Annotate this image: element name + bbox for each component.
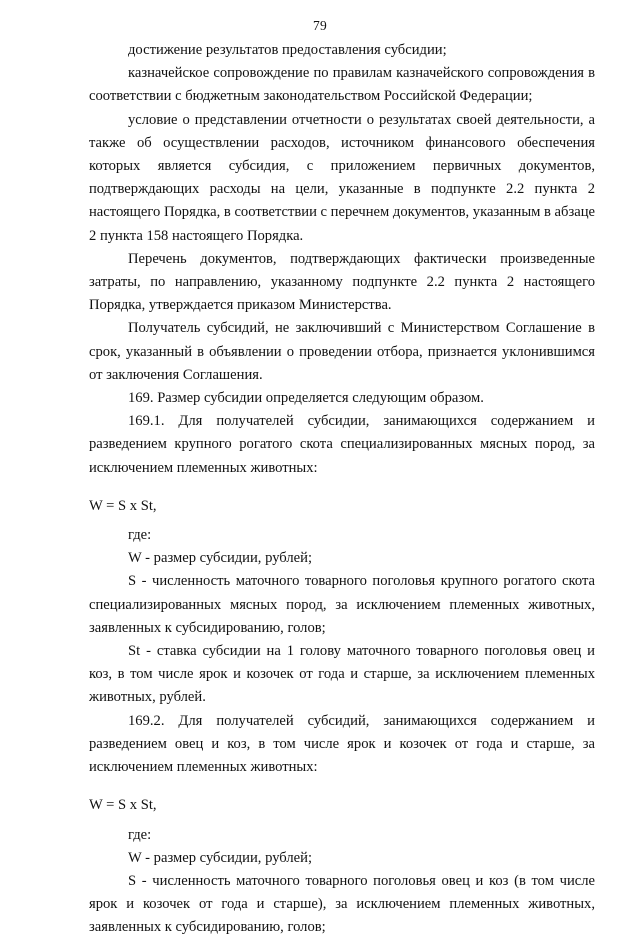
paragraph-documents-list: Перечень документов, подтверждающих фактически произведенные затраты, по направлению, указанному подпункте 2.2 пункта 2 настоящего Порядка, утверждается приказом Министерства. xyxy=(89,250,595,314)
paragraph-treasury-support: казначейское сопровождение по правилам казначейского сопровождения в соответствии с бюджетным законодательством Российской Федерации; xyxy=(89,65,595,105)
definition-s-1: S - численность маточного товарного поголовья крупного рогатого скота специализированных мясных пород, за исключением племенных животных, заявленных к субсидированию, голов; xyxy=(89,573,595,636)
document-body xyxy=(89,39,595,940)
paragraph-results: достижение результатов предоставления субсидии; xyxy=(128,42,447,58)
definition-w-1: W - размер субсидии, рублей; xyxy=(128,550,312,567)
definition-st-1: St - ставка субсидии на 1 голову маточного товарного поголовья овец и коз, в том числе ярок и козочек от года и старше, за исключением племенных животных, рублей. xyxy=(89,643,595,706)
paragraph-reporting-condition: условие о представлении отчетности о результатах своей деятельности, а также об осуществлении расходов, источником финансового обеспечения которых является субсидия, с приложением первичных документов, подтверждающих расходы на цели, указанные в подпункте 2.2 пункта 2 настоящего Порядка, в соответствии с перечнем документов, указанным в абзаце 2 пункта 158 настоящего Порядка. xyxy=(89,111,595,244)
formula-2: W = S x St, xyxy=(89,797,157,814)
where-label-1: где: xyxy=(128,527,152,544)
paragraph-169: 169. Размер субсидии определяется следующим образом. xyxy=(128,390,484,407)
definition-w-2: W - размер субсидии, рублей; xyxy=(128,849,312,866)
paragraph-169-2: 169.2. Для получателей субсидий, занимающихся содержанием и разведением овец и коз, в том числе ярок и козочек от года и старше, за исключением племенных животных: xyxy=(89,712,595,776)
paragraph-recipient-evasion: Получатель субсидий, не заключивший с Министерством Соглашение в срок, указанный в объявлении о проведении отбора, признается уклонившимся от заключения Соглашения. xyxy=(89,320,595,383)
definition-s-2: S - численность маточного товарного поголовья овец и коз (в том числе ярок и козочек от года и старше), за исключением племенных животных, заявленных к субсидированию, голов; xyxy=(89,872,595,936)
formula-1: W = S x St, xyxy=(89,497,157,514)
page-number: 79 xyxy=(312,18,328,33)
paragraph-169-1: 169.1. Для получателей субсидии, занимающихся содержанием и разведением крупного рогатого скота специализированных мясных пород, за исключением племенных животных: xyxy=(89,413,595,476)
where-label-2: где: xyxy=(128,826,152,843)
